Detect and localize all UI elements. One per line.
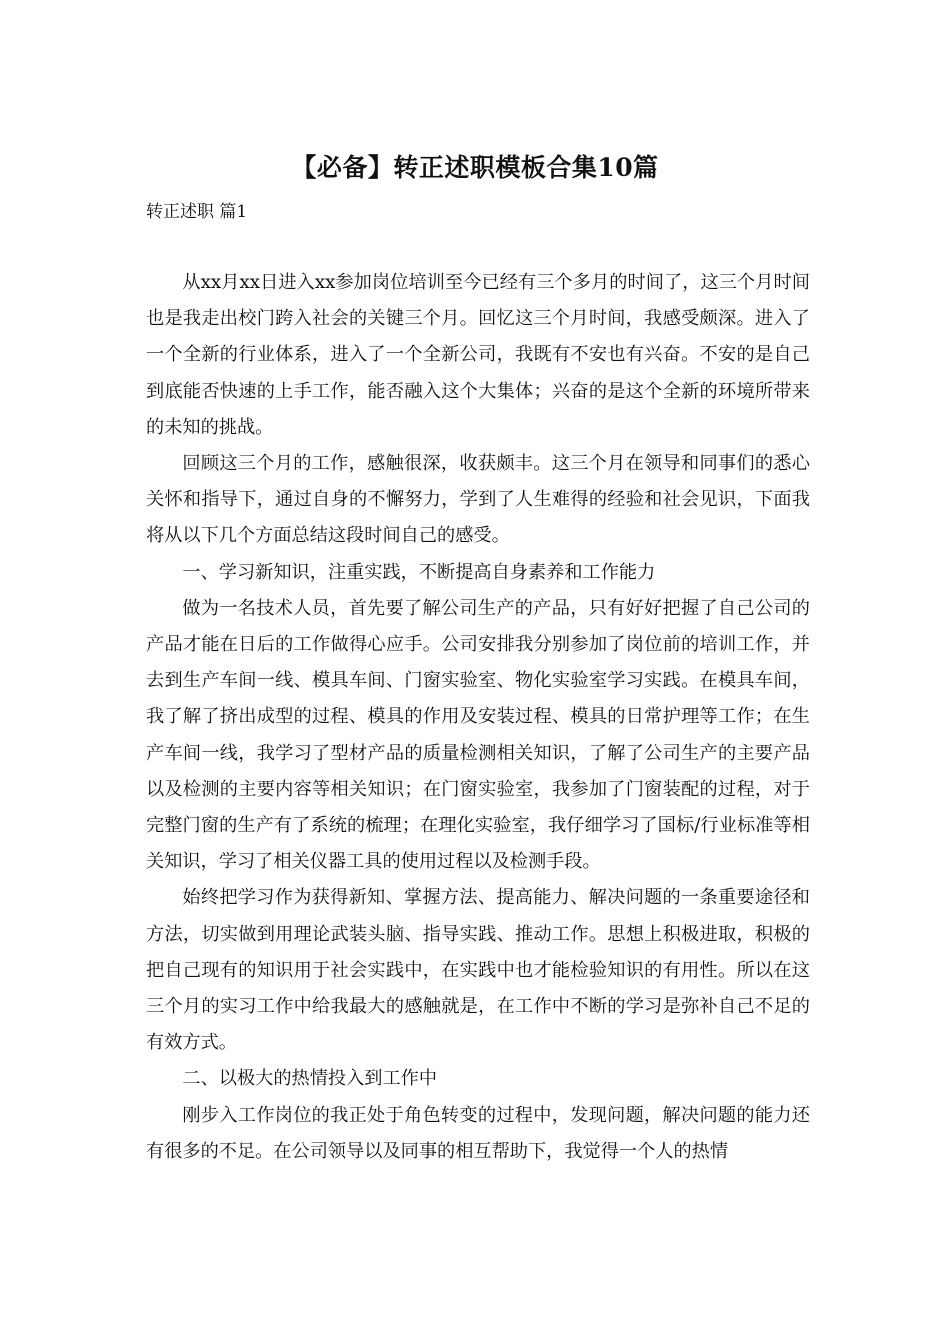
paragraph-role-transition: 刚步入工作岗位的我正处于角色转变的过程中，发现问题，解决问题的能力还有很多的不足。在公司领导以及同事的相互帮助下，我觉得一个人的热情 bbox=[146, 1104, 810, 1162]
paragraph-learning-approach: 始终把学习作为获得新知、掌握方法、提高能力、解决问题的一条重要途径和方法，切实做到用理论武装头脑、指导实践、推动工作。思想上积极进取，积极的把自己现有的知识用于社会实践中，在实践中也才能检验知识的有用性。所以在这三个月的实习工作中给我最大的感触就是，在工作中不断的学习是弥补自己不足的有效方式。 bbox=[146, 887, 810, 1054]
document-title: 【必备】转正述职模板合集10篇 bbox=[291, 153, 659, 182]
document-body bbox=[146, 265, 810, 1170]
section-heading: 转正述职 篇1 bbox=[146, 202, 248, 222]
paragraph-intro: 从xx月xx日进入xx参加岗位培训至今已经有三个多月的时间了，这三个月时间也是我走出校门跨入社会的关键三个月。回忆这三个月时间，我感受颇深。进入了一个全新的行业体系，进入了一个全新公司，我既有不安也有兴奋。不安的是自己到底能否快速的上手工作，能否融入这个大集体；兴奋的是这个全新的环境所带来的未知的挑战。 bbox=[146, 272, 810, 438]
paragraph-review: 回顾这三个月的工作，感触很深，收获颇丰。这三个月在领导和同事们的悉心关怀和指导下，通过自身的不懈努力，学到了人生难得的经验和社会见识，下面我将从以下几个方面总结这段时间自己的感受。 bbox=[146, 453, 810, 547]
paragraph-technical-training: 做为一名技术人员，首先要了解公司生产的产品，只有好好把握了自己公司的产品才能在日后的工作做得心应手。公司安排我分别参加了岗位前的培训工作，并去到生产车间一线、模具车间、门窗实验室、物化实验室学习实践。在模具车间，我了解了挤出成型的过程、模具的作用及安装过程、模具的日常护理等工作；在生产车间一线，我学习了型材产品的质量检测相关知识，了解了公司生产的主要产品以及检测的主要内容等相关知识；在门窗实验室，我参加了门窗装配的过程，对于完整门窗的生产有了系统的梳理；在理化实验室，我仔细学习了国标/行业标准等相关知识，学习了相关仪器工具的使用过程以及检测手段。 bbox=[146, 597, 810, 873]
subheading-enthusiasm: 二、以极大的热情投入到工作中 bbox=[182, 1068, 438, 1090]
subheading-learning: 一、学习新知识，注重实践，不断提高自身素养和工作能力 bbox=[182, 561, 656, 583]
